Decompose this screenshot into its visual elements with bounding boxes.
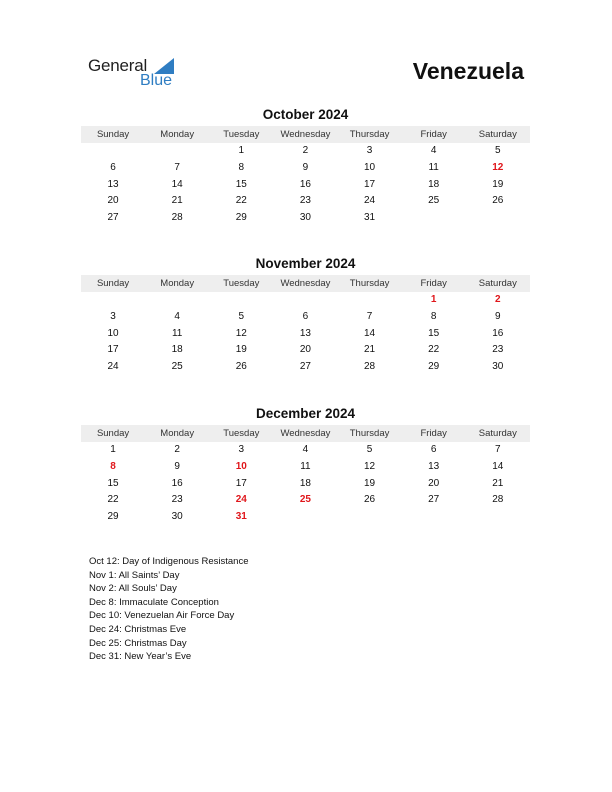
day-cell: 30: [299, 212, 311, 224]
week-row: [81, 476, 530, 493]
day-cell: 7: [366, 310, 373, 322]
week-row: [81, 442, 530, 459]
week-row: [81, 210, 530, 227]
day-cell: 29: [107, 511, 119, 523]
day-cell: 28: [171, 212, 183, 224]
day-cell: 2: [174, 444, 180, 455]
day-cell: 15: [107, 477, 119, 489]
day-cell: 5: [238, 310, 245, 322]
day-cell: 23: [171, 494, 183, 506]
day-cell: 7: [495, 444, 501, 455]
holiday-note: Dec 10: Venezuelan Air Force Day: [89, 610, 235, 622]
day-cell: 23: [492, 344, 504, 356]
empty-day-cell: [273, 292, 337, 309]
week-row: [81, 309, 530, 326]
holiday-day-cell: 2: [495, 294, 501, 305]
weekday-label: Thursday: [349, 278, 390, 289]
day-cell: 27: [299, 361, 311, 373]
logo-text-blue: Blue: [140, 72, 173, 89]
day-cell: 15: [235, 178, 247, 190]
week-row: [81, 193, 530, 210]
empty-day-cell: [402, 509, 466, 526]
day-cell: 5: [366, 444, 373, 455]
weekday-header-row: [81, 425, 530, 442]
logo-text-general: General: [88, 56, 148, 75]
month-title: December 2024: [255, 406, 356, 421]
day-cell: 5: [495, 145, 501, 156]
day-cell: 25: [171, 361, 183, 373]
empty-day-cell: [273, 509, 337, 526]
day-cell: 23: [299, 195, 311, 207]
weekday-label: Thursday: [349, 428, 390, 439]
month-title: October 2024: [262, 107, 349, 122]
holiday-note: Dec 24: Christmas Eve: [89, 623, 187, 635]
day-cell: 22: [428, 344, 440, 356]
day-cell: 24: [107, 361, 119, 373]
holiday-day-cell: 1: [430, 294, 437, 305]
month-calendar: [81, 255, 530, 376]
holiday-day-cell: 8: [110, 460, 116, 472]
day-cell: 18: [171, 344, 183, 356]
month-calendar: [81, 405, 530, 526]
day-cell: 9: [495, 310, 501, 322]
day-cell: 16: [299, 178, 311, 190]
day-cell: 30: [492, 361, 504, 373]
weekday-label: Monday: [160, 428, 195, 439]
day-cell: 17: [235, 477, 247, 489]
empty-day-cell: [145, 292, 209, 309]
week-row: [81, 160, 530, 177]
weekday-label: Friday: [420, 129, 447, 140]
day-cell: 10: [364, 161, 376, 173]
day-cell: 7: [174, 161, 180, 173]
weekday-label: Wednesday: [280, 278, 331, 289]
day-cell: 27: [107, 212, 119, 224]
week-row: [81, 492, 530, 509]
empty-day-cell: [466, 509, 530, 526]
holiday-note: Dec 8: Immaculate Conception: [89, 596, 219, 608]
month-calendar: [81, 106, 530, 227]
day-cell: 3: [110, 310, 116, 322]
day-cell: 15: [428, 327, 440, 339]
day-cell: 12: [364, 460, 376, 472]
day-cell: 19: [364, 477, 376, 489]
day-cell: 17: [364, 178, 376, 190]
holiday-note: Dec 25: Christmas Day: [89, 637, 187, 649]
day-cell: 4: [174, 310, 180, 322]
weekday-label: Saturday: [478, 129, 517, 140]
weekday-label: Tuesday: [223, 278, 260, 289]
day-cell: 9: [174, 460, 180, 472]
empty-day-cell: [338, 292, 402, 309]
week-row: [81, 459, 530, 476]
day-cell: 20: [428, 477, 440, 489]
day-cell: 29: [428, 361, 440, 373]
day-cell: 19: [492, 178, 504, 190]
week-row: [81, 342, 530, 359]
weekday-label: Monday: [160, 278, 195, 289]
day-cell: 26: [235, 361, 247, 373]
day-cell: 16: [492, 327, 504, 339]
weekday-label: Monday: [160, 129, 195, 140]
day-cell: 18: [299, 477, 311, 489]
weekday-label: Tuesday: [223, 129, 260, 140]
holiday-day-cell: 25: [299, 494, 311, 506]
holiday-day-cell: 10: [235, 460, 247, 472]
day-cell: 24: [364, 195, 376, 207]
day-cell: 10: [107, 327, 119, 339]
day-cell: 6: [110, 161, 116, 173]
day-cell: 4: [302, 444, 309, 455]
day-cell: 4: [430, 145, 437, 156]
weekday-header-row: [81, 275, 530, 292]
week-row: [81, 509, 530, 526]
empty-day-cell: [81, 143, 145, 160]
empty-day-cell: [209, 292, 273, 309]
day-cell: 20: [107, 195, 119, 207]
day-cell: 11: [428, 161, 439, 173]
week-row: [81, 292, 530, 309]
holiday-note: Dec 31: New Year’s Eve: [89, 651, 192, 663]
day-cell: 9: [302, 161, 309, 173]
weekday-label: Tuesday: [223, 428, 260, 439]
day-cell: 28: [364, 361, 376, 373]
day-cell: 1: [238, 145, 245, 156]
weekday-label: Wednesday: [280, 129, 331, 140]
day-cell: 1: [110, 444, 116, 455]
weekday-label: Friday: [420, 428, 447, 439]
day-cell: 26: [364, 494, 376, 506]
day-cell: 29: [235, 212, 247, 224]
holiday-list: [89, 555, 248, 664]
weekday-label: Sunday: [96, 278, 130, 289]
day-cell: 21: [171, 195, 183, 207]
empty-day-cell: [466, 210, 530, 227]
day-cell: 28: [492, 494, 504, 506]
weekday-label: Sunday: [96, 428, 130, 439]
weekday-label: Saturday: [478, 428, 517, 439]
day-cell: 11: [171, 327, 183, 339]
day-cell: 31: [364, 212, 376, 224]
day-cell: 13: [299, 327, 311, 339]
country-title: Venezuela: [412, 58, 524, 84]
day-cell: 25: [428, 195, 440, 207]
day-cell: 17: [107, 344, 119, 356]
day-cell: 13: [428, 460, 440, 472]
weekday-label: Thursday: [349, 129, 390, 140]
day-cell: 14: [171, 178, 183, 190]
weekday-label: Wednesday: [280, 428, 331, 439]
holiday-day-cell: 12: [492, 161, 504, 173]
day-cell: 22: [107, 494, 119, 506]
day-cell: 22: [235, 195, 247, 207]
day-cell: 8: [430, 310, 437, 322]
holiday-note: Oct 12: Day of Indigenous Resistance: [89, 556, 249, 567]
empty-day-cell: [338, 509, 402, 526]
day-cell: 8: [238, 161, 245, 173]
day-cell: 2: [302, 145, 309, 156]
day-cell: 3: [238, 444, 245, 455]
holiday-note: Nov 1: All Saints’ Day: [89, 569, 180, 581]
weekday-header-row: [81, 126, 530, 143]
holiday-day-cell: 24: [235, 494, 247, 506]
day-cell: 19: [235, 344, 247, 356]
day-cell: 12: [235, 327, 247, 339]
empty-day-cell: [81, 292, 145, 309]
day-cell: 14: [364, 327, 376, 339]
month-title: November 2024: [255, 256, 356, 271]
day-cell: 18: [428, 178, 440, 190]
week-row: [81, 177, 530, 194]
week-row: [81, 359, 530, 376]
day-cell: 3: [366, 145, 373, 156]
day-cell: 13: [107, 178, 119, 190]
weekday-label: Sunday: [96, 129, 130, 140]
holiday-note: Nov 2: All Souls’ Day: [89, 583, 177, 595]
day-cell: 21: [492, 477, 504, 489]
weekday-label: Friday: [420, 278, 447, 289]
empty-day-cell: [402, 210, 466, 227]
weekday-label: Saturday: [478, 278, 517, 289]
week-row: [81, 326, 530, 343]
day-cell: 6: [302, 310, 309, 322]
generalblue-logo: [88, 56, 188, 92]
day-cell: 21: [364, 344, 376, 356]
day-cell: 20: [299, 344, 311, 356]
week-row: [81, 143, 530, 160]
day-cell: 26: [492, 195, 504, 207]
day-cell: 16: [171, 477, 183, 489]
holiday-day-cell: 31: [235, 511, 247, 523]
day-cell: 27: [428, 494, 440, 506]
day-cell: 14: [492, 460, 504, 472]
day-cell: 6: [430, 444, 437, 455]
day-cell: 11: [300, 460, 311, 472]
empty-day-cell: [145, 143, 209, 160]
day-cell: 30: [171, 511, 183, 523]
